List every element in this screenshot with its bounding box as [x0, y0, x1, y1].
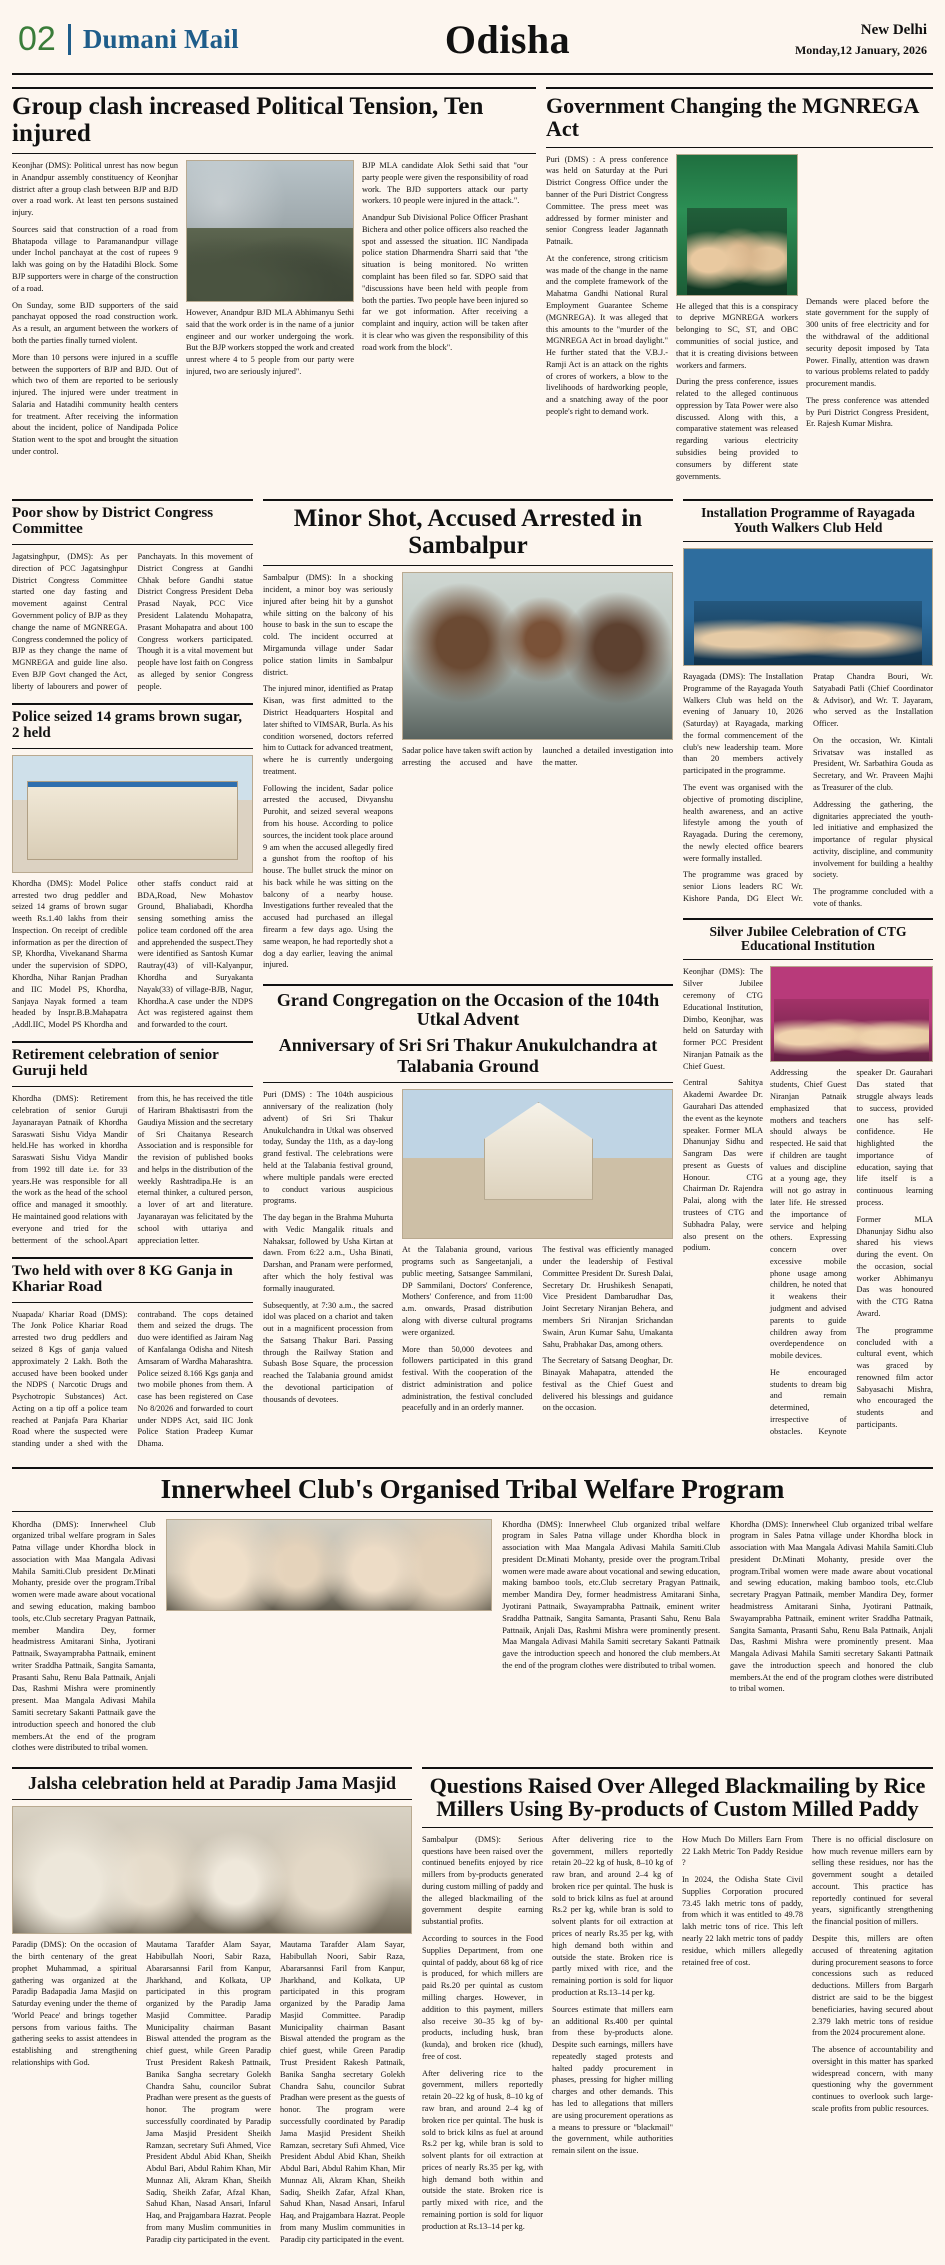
- jalsha-headline: Jalsha celebration held at Paradip Jama Masjid: [12, 1767, 412, 1800]
- ctg-p6: The programme concluded with a cultural event, which was graced by renowned film actor Sabyasachi Mishra, who encouraged the students and participants.: [856, 1325, 933, 1430]
- minor-shot-p4: Sadar police have taken swift action by arresting the accused and have launched a detailed investigation into the matter.: [402, 746, 673, 768]
- congregation-p5: More than 50,000 devotees and followers participated in this grand festival. With the cooperation of the district administration and police administration, the festival concluded peacefully and in an orderly manner.: [402, 1344, 533, 1413]
- rice-millers-p2: According to sources in the Food Supplies Department, from one quintal of paddy, about 68 kg of rice is produced, for which millers are paid Rs.20 per quintal as custom milling charges. However, in addition to this payment, millers also receive 30–35 kg of by-products, including husk, bran (kunda), and broken rice (khud), free of cost.: [422, 1934, 543, 2061]
- story-minor-shot: [263, 499, 673, 976]
- rice-millers-p4: Sources estimate that millers earn an additional Rs.400 per quintal from these by-products alone. Despite such earnings, millers have repeatedly staged protests and halted paddy procurement in phases, pressing for higher milling charges and other demands. This has led to allegations that millers are using procurement operations as a means to pressure or "blackmail" the government, while authorities remain silent on the issue.: [552, 2004, 673, 2156]
- story-brown-sugar: [12, 703, 253, 1033]
- story-mgnrega: [546, 83, 933, 487]
- group-clash-p4: More than 10 persons were injured in a scuffle between the supporters of BJP and BJD. Out of which two of them are reported to be seriously injured. The injured were under treatment in Salaria and Hatadihi community health centers for treatment. After receiving the information about the incident, police of Nandipada Police Station went to the spot and brought the situation under control.: [12, 352, 178, 456]
- group-clash-p5: However, Anandpur BJD MLA Abhimanyu Sethi said that the work order is in the name of a junior engineer and our worker undergoing the work. But the BJP workers stopped the work and created unrest where 4 to 5 people from our party were injured, two are seriously injured".: [186, 308, 354, 376]
- rice-millers-headline: Questions Raised Over Alleged Blackmailing by Rice Millers Using By-products of Custom Milled Paddy: [422, 1767, 933, 1828]
- story-jalsha: [12, 1763, 412, 2250]
- group-clash-p7: Anandpur Sub Divisional Police Officer Prashant Bichera and other police officers also reached the spot and assessed the situation. IIC Nandipada police station Dharmendra Sharri said that "the situation is being monitored. No written complaint has been filed so far. SDPO said that "discussions have been held with people from both the parties. Two people have been injured so far we got information. After receiving a complaint and inquiry, action will be taken after it is clear who was given the responsibility of this road work from the block".: [362, 213, 528, 352]
- congregation-p2: The day began in the Brahma Muhurta with Vedic Mangalik rituals and Nahaksar, followed by Usha Kirtan at dawn. From 6:22 a.m., Usha Binati, Darshan, and Pranam were performed, after which the holy festival was formally inaugurated.: [263, 1213, 393, 1293]
- ctg-p2: Central Sahitya Akademi Awardee Dr. Gaurahari Das attended the event as the keynote speaker. Former MLA Dhanunjay Sidhu and Sangram Das were present as Guests of Honour. CTG Chairman Dr. Rajendra Palai, along with the trustees of CTG and Subhadra Palay, were also present on the podium.: [683, 1078, 763, 1253]
- mgnrega-p1: Puri (DMS) : A press conference was held on Saturday at the Puri District Congress Office under the banner of the Puri District Congress Committee. The press meet was addressed by former minister and senior Congress leader Jagannath Patnaik.: [546, 154, 668, 247]
- rice-millers-p5: How Much Do Millers Earn From 22 Lakh Metric Ton Paddy Residue ?: [682, 1834, 803, 1868]
- rayagada-headline: Installation Programme of Rayagada Youth Walkers Club Held: [683, 499, 933, 542]
- ganja-headline: Two held with over 8 KG Ganja in Khariar Road: [12, 1257, 253, 1303]
- rice-millers-p1: Sambalpur (DMS): Serious questions have been raised over the continued benefits enjoyed by rice millers from by-products generated during custom milling of paddy and the alleged blackmailing of the government despite earning substantial profits.: [422, 1834, 543, 1927]
- story-innerwheel: [12, 1467, 933, 1760]
- story-congregation: [263, 984, 673, 1419]
- rice-millers-p7: There is no official disclosure on how much revenue millers earn by selling these residues, nor has the government sought a detailed account. This practice has reportedly continued for several years, significantly strengthening the financial position of millers.: [812, 1834, 933, 1927]
- section-title: Odisha: [444, 17, 571, 62]
- mgnrega-p6: The press conference was attended by Puri District Congress President, Er. Rajesh Kumar Mishra.: [806, 395, 929, 429]
- minor-shot-headline: Minor Shot, Accused Arrested in Sambalpur: [263, 499, 673, 566]
- mgnrega-photo: [676, 154, 798, 296]
- masthead: [12, 10, 933, 75]
- middle-column: [263, 495, 673, 1460]
- minor-shot-p3a: Following the incident, Sadar police arrested the accused, Divyanshu Purohit, and seized several weapons from his house. According to police sources, the incident took place around 9 am when the accused allegedly fired a gunshot from the rooftop of his house. The bullet struck the minor on his back while he was sitting on the balcony of a nearby house. Investigations further revealed that the accused had purchased an illegal firearm a few days ago. Using the same weapon, he had reportedly shot a dog a day earlier, leaving the animal injured.: [263, 783, 393, 970]
- top-section: [12, 75, 933, 487]
- jalsha-photo: [12, 1806, 412, 1934]
- innerwheel-p1c: Khordha (DMS): Innerwheel Club organized tribal welfare program in Sales Patna village under Khordha block in association with Maa Mangala Adivasi Mahila Samiti.Club president Dr.Minati Mohanty, preside over the program.Tribal women were made aware about vocational and sewing education, making bamboo tools, etc.Club secretary Pragyan Pattnaik, member Mandira Dey, former headmistress Amitarani Sinha, Jyotirani Pattnaik, Swayamprabha Pattnaik, eminent writer Sraddha Pattnaik, Sangita Samanta, Prasanti Sahu, Renu Bala Pattnaik, Anjali Das, Rashmi Mishra were prominently present. Maa Mangala Adivasi Mahila Samiti secretary Sakanti Pattnaik gave the introduction speech and honored the club members.At the end of the program clothes were distributed to tribal women.: [730, 1519, 933, 1694]
- mgnrega-headline: Government Changing the MGNREGA Act: [546, 87, 933, 148]
- left-column: [12, 495, 253, 1460]
- ctg-p3: Addressing the students, Chief Guest Niranjan Patnaik emphasized that mothers and teachers should always be respected. He said that if children are taught values and discipline at a young age, they will not go astray in later life. He stressed the importance of service and helping others. Expressing concern over excessive mobile phone usage among children, he noted that it weakens their judgment and advised parents to guide children away from overdependence on mobile devices.: [770, 1068, 847, 1361]
- rayagada-p5: Addressing the gathering, the dignitaries appreciated the youth-led initiative and emphasized the importance of regular physical activity, discipline, and community involvement for building a healthy society.: [813, 799, 933, 880]
- congregation-p3: Subsequently, at 7:30 a.m., the sacred idol was placed on a chariot and taken out in a magnificent procession from the Satsang Thakur Bari. Passing through the Railway Station and Subash Bose Square, the procession reached the Talabania ground amidst the devotional participation of thousands of devotees.: [263, 1300, 393, 1404]
- ctg-p5: Former MLA Dhanunjay Sidhu also shared his views during the event. On the occasion, social worker Abhimanyu Das was honoured with the CTG Ratna Award.: [856, 1214, 933, 1318]
- group-clash-p6: BJP MLA candidate Alok Sethi said that "our party people were given the responsibility of road work. The BJD supporters attack our party workers. 10 people were injured in the attack.".: [362, 161, 528, 206]
- middle-section: [12, 487, 933, 1460]
- masthead-center: [298, 16, 717, 63]
- jalsha-p2: Mautama Tarafder Alam Sayar, Habibullah Noori, Sabir Raza, Abararsannsi Faril from Kanpur, Jharkhand, and Kolkata, UP participated in this program organized by the Paradip Jama Masjid Committee. Paradip Municipality chairman Basant Biswal attended the program as the chief guest, while Green Paradip Trust President Rakesh Pattnaik, Banika Sangha secretary Golekh Chandra Sahu, councilor Subrat Pradhan were present as the guests of honor. The program were successfully coordinated by Paradip Jama Masjid President Sheikh Ramzan, secretary Sufi Ahmed, Vice President Abdul Abid Khan, Sheikh Abdul Bari, Abdul Rahim Khan, Mir Munnaz Ali, Akram Khan, Sheikh Sadiq, Sheikh Zafar, Afzal Khan, Sahud Khan, Nasad Ansari, Infarul Haq, and Prajgambara Hazrat. People from many Muslim communities in Paradip city participated in the event.: [146, 1940, 271, 2244]
- rice-millers-p8: Despite this, millers are often accused of threatening agitation during procurement seasons to force concessions such as reduced deductions. Millers from Bargarh district are said to be the biggest beneficiaries, having secured about 2.379 lakh metric tons of residue from the 2024 procurement alone.: [812, 1934, 933, 2038]
- mgnrega-p4: During the press conference, issues related to the alleged continuous oppression by Tata Power were also discussed. Along with this, a comparative statement was released regarding various electricity subsidies being provided to consumers by different state governments.: [676, 377, 798, 481]
- group-clash-p1: Keonjhar (DMS): Political unrest has now begun in Anandpur assembly constituency of Keonjhar district after a group clash between BJP and BJD over a road work. At least ten persons sustained injury.: [12, 161, 178, 218]
- guruji-headline: Retirement celebration of senior Guruji held: [12, 1041, 253, 1087]
- minor-shot-p2: The injured minor, identified as Pratap Kisan, was first admitted to the District Headquarters Hospital and later shifted to VIMSAR, Burla. As his condition worsened, doctors referred him to Cuttack for advanced treatment, where he is currently undergoing treatment.: [263, 684, 393, 776]
- masthead-left: [18, 20, 298, 59]
- rayagada-p4: On the occasion, Wr. Kintali Srivatsav was installed as President, Wr. Sarbathira Gouda as Secretary, and Wr. Praveen Majhi as Treasurer of the club.: [813, 735, 933, 792]
- rice-millers-p3: After delivering rice to the government, millers reportedly retain 20–22 kg of husk, 8–10 kg of raw bran, and around 2–4 kg of broken rice per quintal. The husk is sold to brick kilns as fuel at around Rs.2 per kg, while bran is sold to solvent plants for oil extraction at prices of nearly Rs.35 per kg, with high demand both within and outside the state. Broken rice is partly mixed with rice, and the remaining portion is sold for liquor production at Rs.13–14 per kg.: [422, 2068, 543, 2231]
- rice-millers-p3b: After delivering rice to the government, millers reportedly retain 20–22 kg of husk, 8–10 kg of raw bran, and around 2–4 kg of broken rice per quintal. The husk is sold to brick kilns as fuel at around Rs.2 per kg, while bran is sold to solvent plants for oil extraction at prices of nearly Rs.35 per kg, with high demand both within and outside the state. Broken rice is partly mixed with rice, and the remaining portion is sold for liquor production at Rs.13–14 per kg.: [552, 1834, 673, 1997]
- right-column: [683, 495, 933, 1460]
- innerwheel-p1b: Khordha (DMS): Innerwheel Club organized tribal welfare program in Sales Patna village under Khordha block in association with Maa Mangala Adivasi Mahila Samiti.Club president Dr.Minati Mohanty, preside over the program.Tribal women were made aware about vocational and sewing education, making bamboo tools, etc.Club secretary Pragyan Pattnaik, member Mandira Dey, former headmistress Amitarani Sinha, Jyotirani Pattnaik, Swayamprabha Pattnaik, eminent writer Sraddha Pattnaik, Sangita Samanta, Prasanti Sahu, Renu Bala Pattnaik, Anjali Das, Rashmi Mishra were prominently present. Maa Mangala Adivasi Mahila Samiti secretary Sakanti Pattnaik gave the introduction speech and honored the club members.At the end of the program clothes were distributed to tribal women.: [502, 1519, 721, 1670]
- congregation-subheadline: Anniversary of Sri Sri Thakur Anukulchandra at Talabania Ground: [263, 1035, 673, 1083]
- rayagada-p3: The programme was graced by senior Lions leaders RC Wr. Kishore Panda, DG Elect Wr. Pratap Chandra Bouri, Wr. Satyabadi Patli (Chief Coordinator & Advisor), and Wr. T. Jayaram, who served as the Installation Officer.: [683, 671, 933, 903]
- brown-sugar-p1: Khordha (DMS): Model Police arrested two drug peddler and seized 14 grams of brown sugar weeth Rs.1.40 lakhs from their Inspection. On receipt of credible information as per the direction of SP, Khordha, Vivekanand Sharma under the supervision of SDPO, Khordha, Nihar Ranjan Pradhan and IIC Model PS, Khordha, Sanjaya Nayak formed a team headed by Inspr.B.B.Mahapatra ,Addl.IIC, Model PS Khordha and other staffs conduct raid at BDA,Road, New Mohastov Ground, Bhaliabadi, Khordha sensing something amiss the police team cordoned off the area and apprehended the suspect.They were identified as Santosh Kumar Rautray(43) of vill-Kalyanpur, Khordha and Suryakanta Nayak(33) of village-BJB, Nagur, Khordha.A case under the NDPS Act was registered against them and forwarded to the court.: [12, 878, 253, 1030]
- innerwheel-photo: [166, 1519, 493, 1611]
- brown-sugar-photo: [12, 755, 253, 873]
- ctg-photo: [770, 966, 933, 1062]
- story-rice-millers: [422, 1763, 933, 2250]
- paper-name: Dumani Mail: [68, 24, 239, 55]
- minor-shot-photo: [402, 572, 673, 740]
- jalsha-p1: Paradip (DMS): On the occasion of the birth centenary of the great prophet Muhammad, a spiritual gathering was organized at the Paradip Badapadia Jama Masjid on Saturday evening under the theme of 'World Peace' and brings together persons from various faiths. The gathering seeks to assist attendees in establishing and strengthening relationships with God.: [12, 1940, 137, 2068]
- congregation-p6: The festival was efficiently managed under the leadership of Festival Committee President Dr. Suresh Dalai, Secretary Dr. Hrushikesh Senapati, Vice President Dambarudhar Das, Joint Secretary Niranjan Behera, and members Sri Niranjan Srichandan Swain, Arun Kumar Sahu, Umakanta Sahu, Prabhakar Das, among others.: [542, 1245, 673, 1349]
- mgnrega-p3: He alleged that this is a conspiracy to deprive MGNREGA workers belonging to SC, ST, and OBC communities of social justice, and that it is creating divisions between workers and farmers.: [676, 301, 798, 370]
- ctg-p4: He encouraged students to dream big and remain determined, irrespective of obstacles. Keynote speaker Dr. Gaurahari Das stated that struggle always leads to success, provided one has self-confidence. He highlighted the importance of education, saying that life itself is a continuous learning process.: [770, 1068, 933, 1436]
- bottom-section: [12, 1759, 933, 2250]
- ganja-p1: Nuapada/ Khariar Road (DMS): The Jonk Police Khariar Road arrested two drug peddlers and seized 8 Kgs of ganja valued approximately 2 Lakh. Both the accused have been booked under the NDPS ( Narcotic Drugs and Psychotropic Substances) Act. Acting on a tip off a police team reached at Panjafa Para Khariar Road where the suspected were standing under a shed with the contraband. The cops detained them and seized the drugs. The duo were identified as Jairam Nag of Kanfalanga Odisha and Nitesh Amsaram of Wardha Maharashtra. Police seized 8.166 Kgs ganja and two mobile phones from them. A case has been registered on Case No 8/2026 and forwarded to court under NDPS Act, said IIC Jonk Police Station Pradeep Kumar Dhama.: [12, 1309, 253, 1449]
- story-guruji: [12, 1041, 253, 1248]
- ctg-p1: Keonjhar (DMS): The Silver Jubilee ceremony of CTG Educational Institution, Dimbo, Keonjhar, was held on Saturday with former PCC President Niranjan Patnaik as the Chief Guest.: [683, 967, 763, 1071]
- brown-sugar-headline: Police seized 14 grams brown sugar, 2 held: [12, 703, 253, 749]
- congregation-p7: The Secretary of Satsang Deoghar, Dr. Binayak Mahapatra, attended the festival as the Chief Guest and delivered his blessings and guidance on the occasion.: [542, 1356, 673, 1413]
- jalsha-p2b: Mautama Tarafder Alam Sayar, Habibullah Noori, Sabir Raza, Abararsannsi Faril from Kanpur, Jharkhand, and Kolkata, UP participated in this program organized by the Paradip Jama Masjid Committee. Paradip Municipality chairman Basant Biswal attended the program as the chief guest, while Green Paradip Trust President Rakesh Pattnaik, Banika Sangha secretary Golekh Chandra Sahu, councilor Subrat Pradhan were present as the guests of honor. The program were successfully coordinated by Paradip Jama Masjid President Sheikh Ramzan, secretary Sufi Ahmed, Vice President Abdul Abid Khan, Sheikh Abdul Bari, Abdul Rahim Khan, Mir Munnaz Ali, Akram Khan, Sheikh Sadiq, Sheikh Zafar, Afzal Khan, Sahud Khan, Nasad Ansari, Infarul Haq, and Prajgambara Hazrat. People from many Muslim communities in Paradip city participated in the event.: [280, 1940, 405, 2244]
- rayagada-p1: Rayagada (DMS): The Installation Programme of the Rayagada Youth Walkers Club was held on the evening of January 10, 2026 (Saturday) at Rayagada, marking the formal commencement of the club's new leadership team. More than 20 members actively participated in the programme.: [683, 671, 803, 776]
- ctg-headline: Silver Jubilee Celebration of CTG Educational Institution: [683, 918, 933, 961]
- story-group-clash: [12, 83, 536, 487]
- group-clash-photo: [186, 160, 354, 302]
- rayagada-p6: The programme concluded with a vote of thanks.: [813, 887, 933, 908]
- innerwheel-headline: Innerwheel Club's Organised Tribal Welfare Program: [12, 1467, 933, 1512]
- story-poor-show: [12, 499, 253, 695]
- mgnrega-p5: Demands were placed before the state government for the supply of 300 units of free electricity and for the withdrawal of the additional security deposit imposed by Tata Power. Finally, attention was drawn to various problems related to paddy procurement mandis.: [806, 296, 929, 389]
- masthead-right: [717, 22, 927, 58]
- guruji-p1: Khordha (DMS): Retirement celebration of senior Guruji Jayanarayan Patnaik of Khordha Saraswati Sishu Vidya Mandir held.He has worked in khordha Saraswati Sishu Vidya Mandir from 1992 till date i.e. for 33 years.He was responsible for all the work as the head of the school office and managed it smoothly. He maintained good relations with everyone and tried for the betterment of the school.Apart from this, he has received the title of Hariram Bhaktisastri from the Gaudiya Mission and the secretary of Sri Chaitanya Research Association and is responsible for the revision of published books and helps in the distribution of the weekly Rashtradipa.He is an eternal thinker, a cultured person, a lover of art and literature. Jayanarayan was felicitated by the school with uttariya and appreciation letter.: [12, 1094, 253, 1245]
- poor-show-headline: Poor show by District Congress Committee: [12, 499, 253, 545]
- mgnrega-p2: At the conference, strong criticism was made of the change in the name and the complete framework of the Mahatma Gandhi National Rural Employment Guarantee Scheme (MGNREGA). It was alleged that this amounts to the "murder of the MGNREGA Act in broad daylight." He further stated that the V.B.J.-Ramji Act is an attack on the rights of crores of workers, a blow to the livelihoods of hardworking people, and a snatching away of the poor people's right to demand work.: [546, 253, 668, 417]
- congregation-photo: [402, 1089, 673, 1239]
- story-rayagada: [683, 499, 933, 909]
- minor-shot-p1: Sambalpur (DMS): In a shocking incident, a minor boy was seriously injured after being hit by a gunshot while sitting on the balcony of his house to bask in the sun to escape the cold. The incident occurred at Mirgamunda village under Sadar police station limits in Sambalpur district.: [263, 573, 393, 677]
- story-ctg: [683, 918, 933, 1438]
- innerwheel-p1: Khordha (DMS): Innerwheel Club organized tribal welfare program in Sales Patna village under Khordha block in association with Maa Mangala Adivasi Mahila Samiti.Club president Dr.Minati Mohanty, preside over the program.Tribal women were made aware about vocational and sewing education, making bamboo tools, etc.Club secretary Pragyan Pattnaik, member Mandira Dey, former headmistress Amitarani Sinha, Jyotirani Pattnaik, Swayamprabha Pattnaik, eminent writer Sraddha Pattnaik, Sangita Samanta, Prasanti Sahu, Renu Bala Pattnaik, Anjali Das, Rashmi Mishra were prominently present. Maa Mangala Adivasi Mahila Samiti secretary Sakanti Pattnaik gave the introduction speech and honored the club members.At the end of the program clothes were distributed to tribal women.: [12, 1519, 156, 1753]
- group-clash-headline: Group clash increased Political Tension, Ten injured: [12, 87, 536, 154]
- page-number: 02: [18, 20, 56, 58]
- poor-show-p1: Jagatsinghpur, (DMS): As per direction of PCC Jagatsinghpur District Congress Committee started one day fasting and movement against Central Government policy of BJP as they change the name of MGNREGA. Congress condemned the policy of BJP as they change the name of MGNREGA and guide line also. Even BJP Govt changed the Act, liberty of labourers and power of Panchayats. In this movement of District Congress at Gandhi Chhak before Gandhi statue District Congress President Deba Prasad Nayak, PCC Vice President Lalatendu Mohapatra, Prasant Mohapatra and about 100 Congress workers participated. Though it is a vital movement but people have lost faith on Congress as alleged by senior Congress people.: [12, 552, 253, 691]
- rice-millers-p9: The absence of accountability and oversight in this matter has sparked widespread concern, with many questioning why the government continues to overlook such large-scale profits from public resources.: [812, 2045, 933, 2113]
- story-ganja: [12, 1257, 253, 1453]
- congregation-p1: Puri (DMS) : The 104th auspicious anniversary of the realization (holy advent) of Sri Sri Thakur Anukulchandra in Utkal was observed today, Sunday the 11th, as a day-long grand festival. The celebrations were held at the Talabania festival ground, where multiple pandals were erected to conduct various auspicious programs.: [263, 1090, 393, 1206]
- rayagada-p2: The event was organised with the objective of promoting discipline, health awareness, and an active lifestyle among the youth of Rayagada. During the ceremony, the newly elected office bearers were formally installed.: [683, 782, 803, 863]
- rayagada-photo: [683, 548, 933, 666]
- group-clash-p3: On Sunday, some BJD supporters of the said panchayat opposed the road construction work. As a result, an argument between the workers of both the parties finally turned violent.: [12, 300, 178, 345]
- congregation-headline: Grand Congregation on the Occasion of the 104th Utkal Advent: [263, 984, 673, 1029]
- edition-date: Monday,12 January, 2026: [794, 42, 927, 57]
- edition-city: New Delhi: [860, 21, 927, 38]
- congregation-p4: At the Talabania ground, various programs such as Sangeetanjali, a public meeting, Satsangee Sammilani, DP Sammilani, Doctors' Conference, Mothers' Conference, and from 11:00 a.m. onwards, Prasad distribution along with diverse cultural programs were organized.: [402, 1245, 533, 1337]
- group-clash-p2: Sources said that construction of a road from Bhatapoda village to Paramanandpur village under Inchol panchayat at the cost of rupees 9 lakh was going on by the Hatadihi Block. Some BJP supporters were in charge of the construction of a road.: [12, 224, 178, 293]
- rice-millers-p6: In 2024, the Odisha State Civil Supplies Corporation procured 73.45 lakh metric tons of paddy, from which it was entitled to 49.78 lakh metric tons of rice. This left nearly 22 lakh metric tons of paddy residue, which millers allegedly retained free of cost.: [682, 1875, 803, 1967]
